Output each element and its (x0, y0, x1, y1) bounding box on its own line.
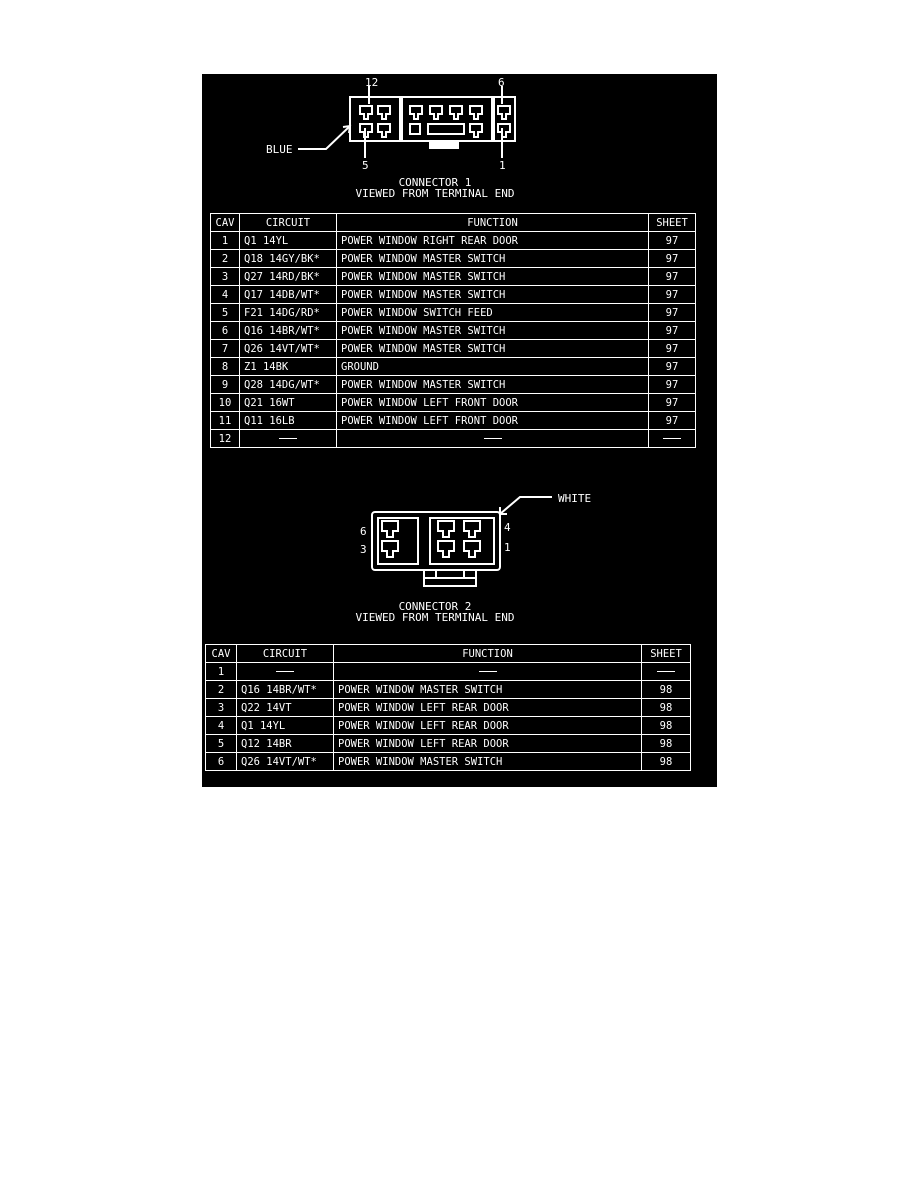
cell-circuit (240, 430, 337, 448)
c1-title: CONNECTOR 1 (398, 176, 472, 189)
empty-dash (276, 671, 294, 672)
c2-pin-label-3: 3 (360, 543, 367, 556)
connector-1-table-body (211, 232, 696, 448)
cell-function: POWER WINDOW LEFT REAR DOOR (334, 717, 642, 735)
table-row (211, 250, 696, 268)
cell-function: POWER WINDOW MASTER SWITCH (337, 376, 649, 394)
cell-function: POWER WINDOW MASTER SWITCH (334, 753, 642, 771)
table-row (211, 232, 696, 250)
cell-sheet: 97 (649, 250, 696, 268)
cell-cav: 1 (206, 663, 237, 681)
table-row (206, 735, 691, 753)
connector-2-table (205, 644, 691, 771)
cell-cav: 6 (211, 322, 240, 340)
cell-circuit: Q26 14VT/WT* (237, 753, 334, 771)
cell-circuit: Q1 14YL (237, 717, 334, 735)
table-row (211, 322, 696, 340)
cell-sheet: 97 (649, 394, 696, 412)
cell-function: POWER WINDOW LEFT REAR DOOR (334, 735, 642, 753)
table-row (211, 376, 696, 394)
cell-sheet: 97 (649, 268, 696, 286)
c2-title: CONNECTOR 2 (398, 600, 472, 613)
cell-sheet: 98 (642, 699, 691, 717)
cell-cav: 10 (211, 394, 240, 412)
cell-circuit: Q28 14DG/WT* (240, 376, 337, 394)
table-row (211, 412, 696, 430)
cell-sheet: 97 (649, 412, 696, 430)
cell-function: POWER WINDOW MASTER SWITCH (337, 322, 649, 340)
empty-dash (657, 671, 675, 672)
cell-sheet: 97 (649, 340, 696, 358)
c1-pin-label-12: 12 (365, 76, 379, 89)
empty-dash (479, 671, 497, 672)
cell-cav: 7 (211, 340, 240, 358)
cell-function: POWER WINDOW MASTER SWITCH (337, 286, 649, 304)
cell-sheet: 97 (649, 232, 696, 250)
header-cav: CAV (206, 645, 237, 663)
cell-circuit: Q21 16WT (240, 394, 337, 412)
header-circuit: CIRCUIT (240, 214, 337, 232)
table-row (211, 286, 696, 304)
empty-dash (484, 438, 502, 439)
table-row (211, 268, 696, 286)
connector-2-drawing (202, 484, 717, 594)
cell-sheet: 97 (649, 304, 696, 322)
cell-sheet: 97 (649, 322, 696, 340)
wiring-diagram-panel (202, 74, 717, 787)
cell-circuit (237, 663, 334, 681)
cell-function: GROUND (337, 358, 649, 376)
connector-1-table (210, 213, 696, 448)
connector-1-drawing (202, 74, 717, 184)
c1-color-label: BLUE (266, 143, 293, 156)
table-header-row (206, 645, 691, 663)
cell-cav: 9 (211, 376, 240, 394)
cell-cav: 5 (211, 304, 240, 322)
table-header-row (211, 214, 696, 232)
cell-cav: 8 (211, 358, 240, 376)
cell-sheet: 98 (642, 681, 691, 699)
table-row (206, 681, 691, 699)
cell-circuit: Q16 14BR/WT* (237, 681, 334, 699)
c2-pin-label-4: 4 (504, 521, 511, 534)
cell-sheet: 97 (649, 358, 696, 376)
table-row (206, 717, 691, 735)
c2-pin-label-6: 6 (360, 525, 367, 538)
cell-cav: 11 (211, 412, 240, 430)
cell-cav: 1 (211, 232, 240, 250)
cell-circuit: Q1 14YL (240, 232, 337, 250)
table-row (206, 663, 691, 681)
cell-sheet: 97 (649, 286, 696, 304)
c2-color-label: WHITE (558, 492, 592, 505)
c1-subtitle: VIEWED FROM TERMINAL END (355, 187, 515, 200)
cell-function: POWER WINDOW MASTER SWITCH (337, 268, 649, 286)
cell-function: POWER WINDOW RIGHT REAR DOOR (337, 232, 649, 250)
empty-dash (663, 438, 681, 439)
table-row (206, 699, 691, 717)
cell-cav: 5 (206, 735, 237, 753)
cell-function: POWER WINDOW SWITCH FEED (337, 304, 649, 322)
table-row (211, 340, 696, 358)
header-sheet: SHEET (649, 214, 696, 232)
table-row (211, 358, 696, 376)
table-row (211, 304, 696, 322)
cell-circuit: F21 14DG/RD* (240, 304, 337, 322)
cell-sheet: 98 (642, 717, 691, 735)
cell-cav: 4 (211, 286, 240, 304)
c1-pin-label-5: 5 (362, 159, 369, 172)
cell-circuit: Q18 14GY/BK* (240, 250, 337, 268)
cell-function: POWER WINDOW MASTER SWITCH (337, 250, 649, 268)
cell-function: POWER WINDOW MASTER SWITCH (334, 681, 642, 699)
c2-subtitle: VIEWED FROM TERMINAL END (355, 611, 515, 624)
cell-circuit: Q12 14BR (237, 735, 334, 753)
cell-circuit: Q22 14VT (237, 699, 334, 717)
cell-circuit: Q27 14RD/BK* (240, 268, 337, 286)
cell-function: POWER WINDOW MASTER SWITCH (337, 340, 649, 358)
cell-cav: 2 (211, 250, 240, 268)
cell-sheet: 98 (642, 735, 691, 753)
c1-pin-label-1: 1 (499, 159, 506, 172)
cell-circuit: Z1 14BK (240, 358, 337, 376)
table-row (211, 394, 696, 412)
cell-sheet: 98 (642, 753, 691, 771)
header-sheet: SHEET (642, 645, 691, 663)
cell-circuit: Q16 14BR/WT* (240, 322, 337, 340)
header-cav: CAV (211, 214, 240, 232)
table-row (206, 753, 691, 771)
cell-circuit: Q17 14DB/WT* (240, 286, 337, 304)
cell-cav: 6 (206, 753, 237, 771)
c1-pin-label-6: 6 (498, 76, 505, 89)
cell-cav: 4 (206, 717, 237, 735)
c2-pin-label-1: 1 (504, 541, 511, 554)
header-circuit: CIRCUIT (237, 645, 334, 663)
cell-cav: 2 (206, 681, 237, 699)
cell-function: POWER WINDOW LEFT REAR DOOR (334, 699, 642, 717)
cell-cav: 3 (211, 268, 240, 286)
cell-circuit: Q11 16LB (240, 412, 337, 430)
empty-dash (279, 438, 297, 439)
cell-function (334, 663, 642, 681)
header-function: FUNCTION (334, 645, 642, 663)
cell-cav: 12 (211, 430, 240, 448)
cell-sheet (642, 663, 691, 681)
header-function: FUNCTION (337, 214, 649, 232)
cell-circuit: Q26 14VT/WT* (240, 340, 337, 358)
table-row (211, 430, 696, 448)
cell-cav: 3 (206, 699, 237, 717)
cell-sheet: 97 (649, 376, 696, 394)
cell-sheet (649, 430, 696, 448)
cell-function (337, 430, 649, 448)
cell-function: POWER WINDOW LEFT FRONT DOOR (337, 394, 649, 412)
connector-2-table-body (206, 663, 691, 771)
cell-function: POWER WINDOW LEFT FRONT DOOR (337, 412, 649, 430)
